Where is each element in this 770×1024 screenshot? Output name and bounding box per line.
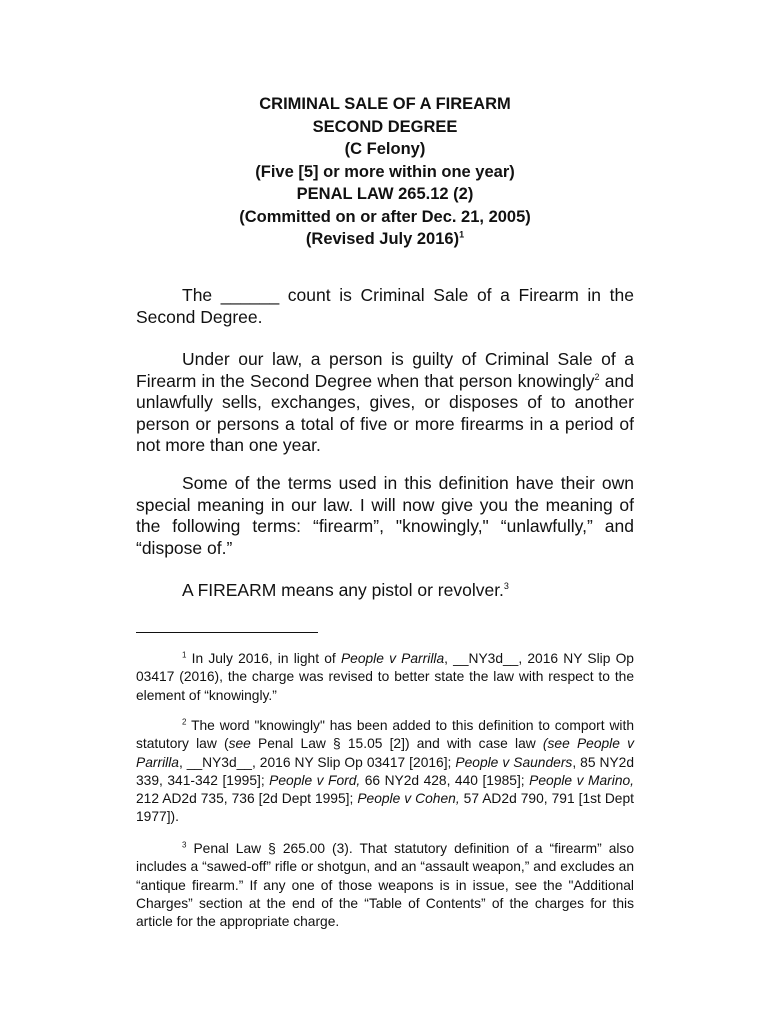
footnote-2-number: 2 [182,717,187,727]
footnote-3-text: Penal Law § 265.00 (3). That statutory definition of a “firearm” also includes a “sawed-off” rifle or shotgun, and an “assault weapon,” and excludes an “antique firearm.” If any one of those weapons is in issue, see the "Additional Charges” section at the end of the “Table of Contents” of the charges for this article for the appropriate charge. [136,841,634,930]
title-line-3: (C Felony) [344,140,426,158]
paragraph-definition-text-a: Under our law, a person is guilty of Criminal Sale of a Firearm in the Second Degree when that person knowingly [136,349,634,391]
paragraph-firearm [136,580,634,602]
title-line-6: (Committed on or after Dec. 21, 2005) [239,207,531,226]
footnote-1-case: People v Parrilla [340,651,445,666]
title-line-2: SECOND DEGREE [312,117,458,136]
footnote-2-italic-2: (see People v Parrilla [136,736,634,770]
title-line-4: (Five [5] or more within one year) [255,162,515,181]
footnote-2-italic-6: People v Cohen, [357,791,460,807]
footnote-1-text-2: , __NY3d__, 2016 NY Slip Op 03417 (2016), the charge was revised to better state the law with respect to the element of “knowingly.” [136,651,634,703]
paragraph-definition-text-b: and unlawfully sells, exchanges, gives, or disposes of to another person or persons a total of five or more firearms in a period of not more than one year. [136,370,634,455]
title-line-5: PENAL LAW 265.12 (2) [296,185,474,203]
footnote-2-italic-5: People v Marino, [529,772,634,788]
footnote-2-text-5: 66 NY2d 428, 440 [1985]; [360,772,530,788]
footnote-2 [136,717,634,827]
paragraph-firearm-text: A FIREARM means any pistol or revolver. [182,580,504,600]
footnote-1 [136,650,634,705]
paragraph-count-text: The ______ count is Criminal Sale of a Firearm in the Second Degree. [136,285,634,327]
footnote-1-text: In July 2016, in light of [186,651,341,666]
footnote-2-italic-1: see [228,736,251,752]
footnote-2-text-4: , 85 NY2d 339, 341-342 [1995]; [136,754,635,788]
footnote-2-text-1: The word "knowingly" has been added to this definition to comport with statutory law ( [136,718,634,752]
footnote-3-number: 3 [182,840,187,850]
document-title [135,93,635,251]
footnote-1-number: 1 [182,650,187,660]
footnote-2-text-3: , __NY3d__, 2016 NY Slip Op 03417 [2016]; [178,754,456,770]
paragraph-count [136,285,634,328]
footnote-2-text-7: 57 AD2d 790, 791 [1st Dept 1977]). [136,791,634,825]
title-line-7 [135,228,635,251]
footnote-ref-1[interactable]: 1 [459,229,465,240]
footnote-2-text-2: Penal Law § 15.05 [2]) and with case law [250,736,543,752]
title-line-7-text: (Revised July 2016) [305,230,460,248]
footnote-2-italic-4: People v Ford, [269,772,361,788]
title-line-1: CRIMINAL SALE OF A FIREARM [259,95,511,113]
footnote-2-text-6: 212 AD2d 735, 736 [2d Dept 1995]; [136,791,358,807]
footnote-separator [136,632,318,633]
footnote-3 [136,840,634,931]
paragraph-terms-text: Some of the terms used in this definition have their own special meaning in our law. I will now give you the meaning of the following terms: “firearm”, "knowingly," “unlawfully,” and “dispose of.” [136,473,634,558]
footnote-ref-3[interactable]: 3 [503,581,509,592]
footnote-ref-2[interactable]: 2 [594,371,600,382]
footnote-2-italic-3: People v Saunders [455,754,573,770]
paragraph-terms [136,473,634,559]
paragraph-definition [136,349,634,457]
